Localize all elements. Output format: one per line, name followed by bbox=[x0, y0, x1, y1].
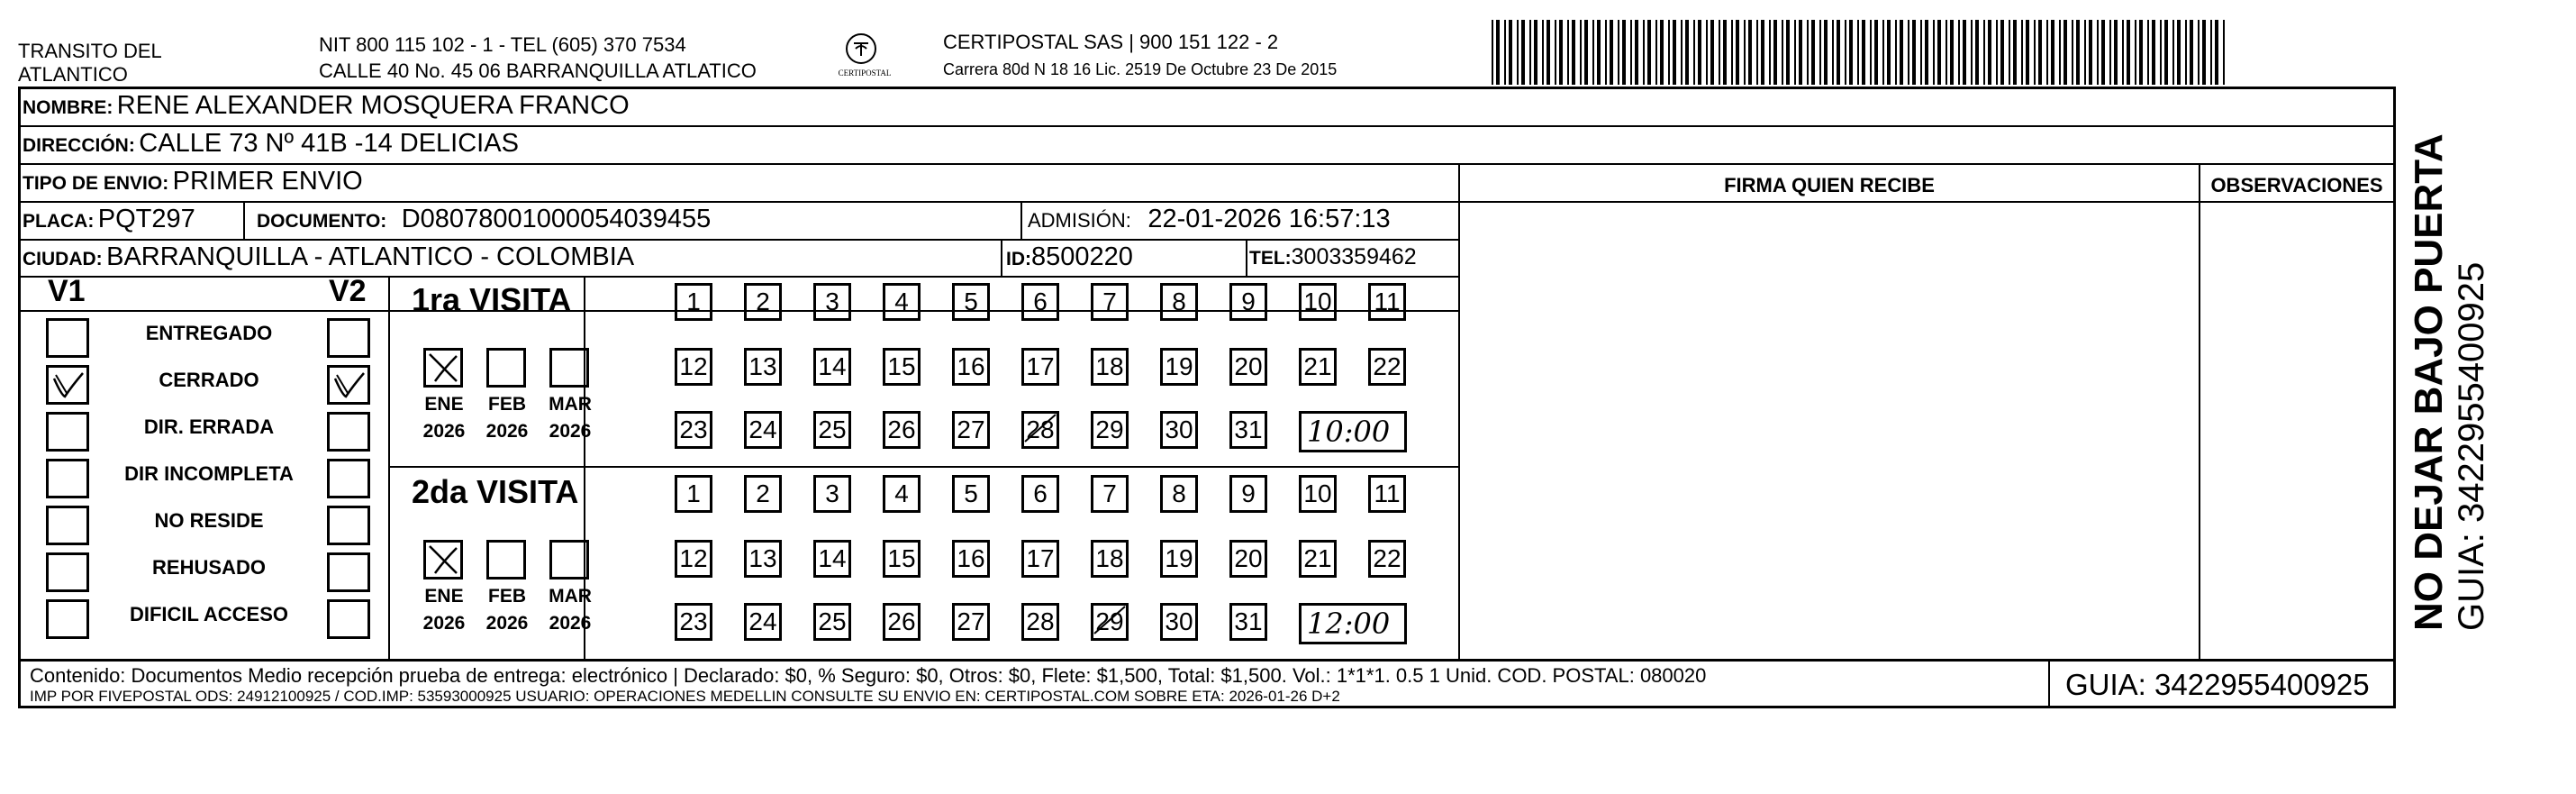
barcode-bar bbox=[1643, 20, 1645, 85]
barcode-bar bbox=[1807, 20, 1809, 85]
barcode-bar bbox=[1605, 20, 1607, 85]
month-year: 2026 bbox=[422, 613, 466, 634]
barcode-bar bbox=[2084, 20, 2086, 85]
placa-cell bbox=[23, 205, 195, 234]
day-box[interactable]: 7 bbox=[1091, 283, 1129, 321]
barcode-bar bbox=[1710, 20, 1714, 85]
barcode-bar bbox=[2013, 20, 2017, 85]
day-box[interactable]: 7 bbox=[1091, 475, 1129, 513]
day-box[interactable]: 22 bbox=[1368, 348, 1406, 386]
barcode-bar bbox=[2089, 20, 2092, 85]
footer-contenido: Contenido: Documentos Medio recepción prueba de entrega: electrónico | Declarado: $0, % Seguro: $0, Otros: $0, Flete: $1,500, Total: $1,500. Vol.: 1*1*1. 0.5 1 Unid. COD. POSTAL: 080020 bbox=[30, 664, 1707, 687]
tipo-envio-value: PRIMER ENVIO bbox=[172, 167, 363, 196]
day-box[interactable]: 10 bbox=[1299, 475, 1337, 513]
barcode-bar bbox=[1900, 20, 1903, 85]
barcode-bar bbox=[1622, 20, 1626, 85]
month-name: FEB bbox=[488, 586, 526, 607]
admision-label: ADMISIÓN: bbox=[1028, 209, 1131, 232]
barcode-bar bbox=[2127, 20, 2130, 85]
day-box[interactable]: 21 bbox=[1299, 348, 1337, 386]
day-box[interactable]: 19 bbox=[1160, 540, 1198, 578]
barcode-bar bbox=[2076, 20, 2080, 85]
side-warning: NO DEJAR BAJO PUERTA bbox=[2407, 133, 2451, 631]
barcode-bar bbox=[1723, 20, 1727, 85]
status-option-label: REHUSADO bbox=[152, 556, 266, 579]
barcode-bar bbox=[2160, 20, 2162, 85]
barcode-bar bbox=[1958, 20, 1960, 85]
barcode-bar bbox=[2147, 20, 2149, 85]
barcode-bar bbox=[1673, 20, 1676, 85]
status-option-label: DIFICIL ACCESO bbox=[129, 603, 288, 625]
barcode-bar bbox=[1988, 20, 1991, 85]
v1-checkbox[interactable] bbox=[46, 412, 89, 452]
month-year: 2026 bbox=[549, 613, 592, 634]
barcode-bar bbox=[1975, 20, 1979, 85]
barcode-bar bbox=[1874, 20, 1878, 85]
status-option-label: DIR INCOMPLETA bbox=[124, 462, 294, 485]
barcode-bar bbox=[1824, 20, 1828, 85]
barcode-bar bbox=[1668, 20, 1670, 85]
barcode-bar bbox=[2135, 20, 2136, 85]
status-option-label: DIR. ERRADA bbox=[143, 415, 275, 438]
v2-checkbox[interactable] bbox=[327, 365, 370, 405]
handwritten-time: 12:00 bbox=[1307, 607, 1391, 641]
day-box[interactable]: 12 bbox=[675, 348, 712, 386]
day-box[interactable]: 13 bbox=[744, 540, 782, 578]
documento-cell bbox=[257, 205, 711, 234]
barcode-bar bbox=[2051, 20, 2054, 85]
month-label bbox=[413, 391, 476, 445]
month-checkbox[interactable] bbox=[423, 540, 463, 580]
barcode-bar bbox=[1698, 20, 1701, 85]
month-year: 2026 bbox=[549, 421, 592, 442]
barcode-bar bbox=[2198, 20, 2200, 85]
barcode-bar bbox=[1925, 20, 1928, 85]
certipostal-logo bbox=[829, 31, 901, 85]
barcode-bar bbox=[1693, 20, 1695, 85]
barcode-bar bbox=[1559, 20, 1563, 85]
documento-value: D08078001000054039455 bbox=[401, 205, 712, 233]
direccion-value: CALLE 73 Nº 41B -14 DELICIAS bbox=[139, 129, 519, 158]
barcode-bar bbox=[1950, 20, 1954, 85]
barcode-bar bbox=[1845, 20, 1846, 85]
barcode-bar bbox=[1799, 20, 1802, 85]
direccion-row bbox=[23, 129, 519, 159]
ciudad-cell bbox=[23, 242, 634, 272]
v1-checkbox[interactable] bbox=[46, 459, 89, 498]
id-cell bbox=[1006, 242, 1133, 272]
barcode-bar bbox=[1748, 20, 1752, 85]
month-name: MAR bbox=[549, 394, 592, 415]
barcode-bar bbox=[1887, 20, 1891, 85]
barcode-bar bbox=[1647, 20, 1651, 85]
barcode-bar bbox=[1837, 20, 1840, 85]
barcode-bar bbox=[2046, 20, 2048, 85]
month-year: 2026 bbox=[485, 421, 529, 442]
day-box[interactable]: 19 bbox=[1160, 348, 1198, 386]
barcode-bar bbox=[1908, 20, 1909, 85]
day-box[interactable]: 1 bbox=[675, 283, 712, 321]
barcode-bar bbox=[1655, 20, 1657, 85]
nombre-value: RENE ALEXANDER MOSQUERA FRANCO bbox=[116, 91, 630, 120]
day-box[interactable]: 17 bbox=[1021, 348, 1059, 386]
barcode-bar bbox=[1857, 20, 1859, 85]
month-label bbox=[476, 391, 539, 445]
day-box[interactable]: 23 bbox=[675, 411, 712, 449]
day-box[interactable]: 24 bbox=[744, 603, 782, 641]
barcode-bar bbox=[1660, 20, 1664, 85]
day-box[interactable]: 10 bbox=[1299, 283, 1337, 321]
month-year: 2026 bbox=[422, 421, 466, 442]
barcode-bar bbox=[1819, 20, 1821, 85]
barcode-bar bbox=[1937, 20, 1941, 85]
barcode-bar bbox=[1832, 20, 1834, 85]
day-box[interactable]: 27 bbox=[952, 603, 990, 641]
barcode-bar bbox=[2000, 20, 2004, 85]
firma-header: FIRMA QUIEN RECIBE bbox=[1724, 174, 1935, 196]
day-box[interactable]: 2 bbox=[744, 475, 782, 513]
footer-imp: IMP POR FIVEPOSTAL ODS: 24912100925 / COD.IMP: 53593000925 USUARIO: OPERACIONES MEDELLIN CONSULTE SU ENVIO EN: CERTIPOSTAL.COM SOBRE ETA: 2026-01-26 D+2 bbox=[30, 688, 1340, 705]
barcode-bar bbox=[1529, 20, 1531, 85]
day-box[interactable]: 21 bbox=[1299, 540, 1337, 578]
tipo-envio-row bbox=[23, 167, 363, 196]
day-box[interactable]: 13 bbox=[744, 348, 782, 386]
barcode-bar bbox=[2038, 20, 2042, 85]
v2-checkbox[interactable] bbox=[327, 552, 370, 592]
day-box[interactable]: 29 bbox=[1091, 603, 1129, 641]
barcode-bar bbox=[2034, 20, 2036, 85]
barcode-bar bbox=[2009, 20, 2010, 85]
barcode-bar bbox=[1496, 20, 1500, 85]
day-box[interactable]: 2 bbox=[744, 283, 782, 321]
tel-value: 3003359462 bbox=[1291, 244, 1417, 269]
day-box[interactable]: 11 bbox=[1368, 283, 1406, 321]
day-box[interactable]: 1 bbox=[675, 475, 712, 513]
barcode-bar bbox=[1492, 20, 1493, 85]
barcode-bar bbox=[1882, 20, 1884, 85]
barcode-bar bbox=[1756, 20, 1758, 85]
barcode-bar bbox=[1517, 20, 1519, 85]
barcode-bar bbox=[1912, 20, 1916, 85]
month-name: ENE bbox=[424, 586, 464, 607]
barcode-bar bbox=[2202, 20, 2206, 85]
company-name: CERTIPOSTAL SAS | 900 151 122 - 2 bbox=[943, 31, 1279, 53]
direccion-label: DIRECCIÓN: bbox=[23, 135, 135, 156]
month-checkbox[interactable] bbox=[423, 348, 463, 388]
day-box[interactable]: 14 bbox=[813, 348, 851, 386]
barcode-bar bbox=[2177, 20, 2181, 85]
barcode-bar bbox=[2152, 20, 2155, 85]
v1-checkbox[interactable] bbox=[46, 552, 89, 592]
day-box[interactable]: 30 bbox=[1160, 603, 1198, 641]
barcode-bar bbox=[2114, 20, 2118, 85]
v2-checkbox[interactable] bbox=[327, 599, 370, 639]
day-box[interactable]: 9 bbox=[1229, 283, 1267, 321]
check-mark bbox=[426, 351, 460, 385]
barcode-bar bbox=[1736, 20, 1739, 85]
barcode-bar bbox=[2072, 20, 2073, 85]
observaciones-header: OBSERVACIONES bbox=[2210, 174, 2383, 196]
barcode-bar bbox=[1534, 20, 1537, 85]
sender-address: CALLE 40 No. 45 06 BARRANQUILLA ATLATICO bbox=[319, 59, 757, 82]
month-checkbox[interactable] bbox=[549, 348, 589, 388]
day-box[interactable]: 20 bbox=[1229, 540, 1267, 578]
day-box[interactable]: 5 bbox=[952, 283, 990, 321]
day-box[interactable]: 18 bbox=[1091, 348, 1129, 386]
month-checkbox[interactable] bbox=[486, 348, 526, 388]
handwritten-time-box[interactable] bbox=[1299, 603, 1407, 644]
month-label bbox=[476, 583, 539, 637]
barcode-bar bbox=[1794, 20, 1796, 85]
barcode bbox=[1492, 20, 2230, 85]
ciudad-value: BARRANQUILLA - ATLANTICO - COLOMBIA bbox=[106, 242, 635, 271]
barcode-bar bbox=[1580, 20, 1582, 85]
day-box[interactable]: 18 bbox=[1091, 540, 1129, 578]
sender-nit: NIT 800 115 102 - 1 - TEL (605) 370 7534 bbox=[319, 33, 686, 56]
day-box[interactable]: 16 bbox=[952, 348, 990, 386]
side-guia: GUIA: 3422955400925 bbox=[2452, 261, 2491, 631]
day-box[interactable]: 20 bbox=[1229, 348, 1267, 386]
status-option-label: ENTREGADO bbox=[145, 322, 273, 344]
barcode-bar bbox=[1946, 20, 1947, 85]
barcode-bar bbox=[2021, 20, 2023, 85]
logo-text: CERTIPOSTAL bbox=[838, 68, 892, 78]
barcode-bar bbox=[1618, 20, 1619, 85]
barcode-bar bbox=[2210, 20, 2212, 85]
barcode-bar bbox=[1542, 20, 1544, 85]
visit-title: 1ra VISITA bbox=[412, 281, 572, 318]
day-box[interactable]: 9 bbox=[1229, 475, 1267, 513]
ciudad-label: CIUDAD: bbox=[23, 249, 103, 269]
day-box[interactable]: 6 bbox=[1021, 475, 1059, 513]
barcode-bar bbox=[1744, 20, 1746, 85]
month-label bbox=[539, 391, 602, 445]
barcode-bar bbox=[2139, 20, 2143, 85]
day-box[interactable]: 24 bbox=[744, 411, 782, 449]
day-box[interactable]: 4 bbox=[883, 475, 921, 513]
status-option-label: NO RESIDE bbox=[154, 509, 264, 532]
barcode-bar bbox=[2164, 20, 2168, 85]
barcode-bar bbox=[1761, 20, 1764, 85]
barcode-bar bbox=[1870, 20, 1872, 85]
day-box[interactable]: 15 bbox=[883, 540, 921, 578]
day-box[interactable]: 26 bbox=[883, 603, 921, 641]
barcode-bar bbox=[1996, 20, 1998, 85]
barcode-bar bbox=[2109, 20, 2111, 85]
handwritten-time: 10:00 bbox=[1307, 415, 1391, 449]
nombre-row bbox=[23, 91, 630, 121]
barcode-bar bbox=[1547, 20, 1550, 85]
month-name: MAR bbox=[549, 586, 592, 607]
barcode-bar bbox=[1769, 20, 1771, 85]
v2-checkbox[interactable] bbox=[327, 412, 370, 452]
barcode-bar bbox=[1572, 20, 1575, 85]
status-option-label: CERRADO bbox=[159, 369, 259, 391]
footer-guia: GUIA: 3422955400925 bbox=[2065, 668, 2370, 701]
day-box[interactable]: 28 bbox=[1021, 411, 1059, 449]
barcode-bar bbox=[1610, 20, 1613, 85]
day-box[interactable]: 8 bbox=[1160, 475, 1198, 513]
day-box[interactable]: 14 bbox=[813, 540, 851, 578]
barcode-bar bbox=[1895, 20, 1897, 85]
v1-checkbox[interactable] bbox=[46, 599, 89, 639]
day-box[interactable]: 11 bbox=[1368, 475, 1406, 513]
day-box[interactable]: 6 bbox=[1021, 283, 1059, 321]
barcode-bar bbox=[1584, 20, 1588, 85]
placa-value: PQT297 bbox=[97, 205, 195, 233]
placa-label: PLACA: bbox=[23, 211, 95, 232]
barcode-bar bbox=[1592, 20, 1594, 85]
day-box[interactable]: 26 bbox=[883, 411, 921, 449]
barcode-bar bbox=[1719, 20, 1720, 85]
side-text bbox=[2407, 133, 2491, 631]
barcode-bar bbox=[1509, 20, 1512, 85]
check-mark bbox=[330, 368, 367, 402]
barcode-bar bbox=[1685, 20, 1689, 85]
v1-header: V1 bbox=[48, 274, 86, 308]
barcode-bar bbox=[1567, 20, 1569, 85]
barcode-bar bbox=[1782, 20, 1783, 85]
barcode-bar bbox=[1504, 20, 1506, 85]
barcode-bar bbox=[2101, 20, 2105, 85]
v1-checkbox[interactable] bbox=[46, 506, 89, 545]
documento-label: DOCUMENTO: bbox=[257, 211, 387, 232]
day-box[interactable]: 12 bbox=[675, 540, 712, 578]
barcode-bar bbox=[2059, 20, 2061, 85]
barcode-bar bbox=[1933, 20, 1935, 85]
barcode-bar bbox=[2215, 20, 2218, 85]
barcode-bar bbox=[2122, 20, 2124, 85]
tipo-envio-label: TIPO DE ENVIO: bbox=[23, 173, 169, 194]
day-box[interactable]: 31 bbox=[1229, 411, 1267, 449]
barcode-bar bbox=[1983, 20, 1985, 85]
day-box[interactable]: 30 bbox=[1160, 411, 1198, 449]
day-box[interactable]: 17 bbox=[1021, 540, 1059, 578]
day-box[interactable]: 25 bbox=[813, 603, 851, 641]
admision-cell bbox=[1028, 205, 1391, 234]
barcode-bar bbox=[1555, 20, 1556, 85]
v2-checkbox[interactable] bbox=[327, 459, 370, 498]
visit-title: 2da VISITA bbox=[412, 473, 579, 510]
observaciones-area[interactable] bbox=[2200, 204, 2391, 657]
day-box[interactable]: 3 bbox=[813, 283, 851, 321]
firma-area[interactable] bbox=[1460, 204, 2197, 657]
v2-header: V2 bbox=[329, 274, 367, 308]
barcode-bar bbox=[1731, 20, 1733, 85]
v2-checkbox[interactable] bbox=[327, 318, 370, 358]
month-year: 2026 bbox=[485, 613, 529, 634]
v1-checkbox[interactable] bbox=[46, 365, 89, 405]
barcode-bar bbox=[1786, 20, 1790, 85]
day-box[interactable]: 31 bbox=[1229, 603, 1267, 641]
barcode-bar bbox=[2172, 20, 2174, 85]
v2-checkbox[interactable] bbox=[327, 506, 370, 545]
barcode-bar bbox=[2223, 20, 2225, 85]
barcode-bar bbox=[1862, 20, 1865, 85]
day-box[interactable]: 8 bbox=[1160, 283, 1198, 321]
barcode-bar bbox=[1811, 20, 1815, 85]
day-box[interactable]: 4 bbox=[883, 283, 921, 321]
barcode-bar bbox=[1773, 20, 1777, 85]
barcode-bar bbox=[1521, 20, 1525, 85]
month-name: ENE bbox=[424, 394, 464, 415]
day-box[interactable]: 23 bbox=[675, 603, 712, 641]
barcode-bar bbox=[1920, 20, 1922, 85]
id-value: 8500220 bbox=[1031, 242, 1133, 271]
admision-value: 22-01-2026 16:57:13 bbox=[1147, 205, 1391, 233]
company-license: Carrera 80d N 18 16 Lic. 2519 De Octubre 23 De 2015 bbox=[943, 60, 1338, 78]
barcode-bar bbox=[1630, 20, 1632, 85]
month-checkbox[interactable] bbox=[549, 540, 589, 580]
handwritten-time-box[interactable] bbox=[1299, 411, 1407, 452]
day-box[interactable]: 25 bbox=[813, 411, 851, 449]
barcode-bar bbox=[1681, 20, 1683, 85]
barcode-bar bbox=[1706, 20, 1708, 85]
month-checkbox[interactable] bbox=[486, 540, 526, 580]
month-name: FEB bbox=[488, 394, 526, 415]
sender-org-line2: ATLANTICO bbox=[18, 63, 128, 86]
barcode-bar bbox=[2185, 20, 2187, 85]
barcode-bar bbox=[2097, 20, 2099, 85]
month-label bbox=[413, 583, 476, 637]
day-box[interactable]: 5 bbox=[952, 475, 990, 513]
barcode-bar bbox=[1635, 20, 1638, 85]
barcode-bar bbox=[2190, 20, 2193, 85]
check-mark bbox=[426, 543, 460, 577]
day-box[interactable]: 27 bbox=[952, 411, 990, 449]
day-box[interactable]: 29 bbox=[1091, 411, 1129, 449]
day-box[interactable]: 3 bbox=[813, 475, 851, 513]
month-label bbox=[539, 583, 602, 637]
check-mark bbox=[49, 368, 86, 402]
nombre-label: NOMBRE: bbox=[23, 97, 113, 118]
delivery-form bbox=[18, 87, 2396, 708]
barcode-bar bbox=[2026, 20, 2029, 85]
id-label: ID: bbox=[1006, 249, 1031, 269]
day-box[interactable]: 22 bbox=[1368, 540, 1406, 578]
barcode-bar bbox=[1963, 20, 1966, 85]
tel-cell bbox=[1249, 244, 1417, 270]
barcode-bar bbox=[1971, 20, 1973, 85]
sender-org-line1: TRANSITO DEL bbox=[18, 40, 162, 62]
barcode-bar bbox=[1597, 20, 1601, 85]
day-box[interactable]: 28 bbox=[1021, 603, 1059, 641]
barcode-bar bbox=[1849, 20, 1853, 85]
v1-checkbox[interactable] bbox=[46, 318, 89, 358]
barcode-bar bbox=[2064, 20, 2067, 85]
day-box[interactable]: 15 bbox=[883, 348, 921, 386]
day-box[interactable]: 16 bbox=[952, 540, 990, 578]
tel-label: TEL: bbox=[1249, 248, 1292, 269]
